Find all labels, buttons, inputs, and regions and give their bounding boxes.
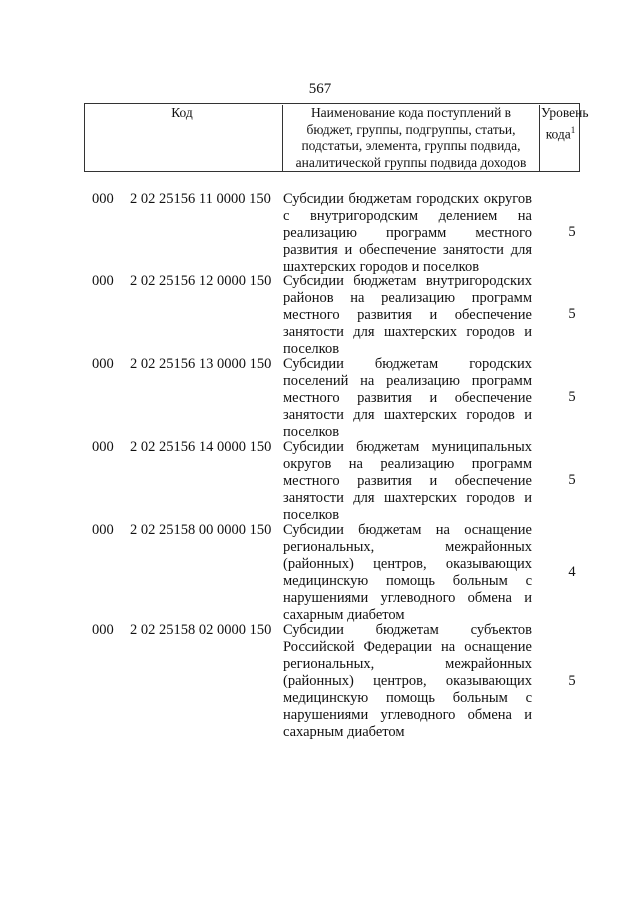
income-name-line: медицинскую помощь больным с — [283, 690, 532, 706]
code-level: 4 — [568, 564, 576, 580]
code-level: 5 — [568, 472, 576, 488]
income-name-line: шахтерских городов и поселков — [283, 259, 480, 275]
admin-code: 000 — [92, 191, 114, 207]
income-name-line: (районных) центров, оказывающих — [283, 556, 532, 572]
income-name-line: с внутригородским делением на — [283, 208, 532, 224]
income-name-line: местного развития и обеспечение — [283, 473, 532, 489]
income-name-line: Субсидии бюджетам внутригородских — [283, 273, 532, 289]
code-level: 5 — [568, 306, 576, 322]
income-name-line: округов на реализацию программ — [283, 456, 532, 472]
header-level-line — [541, 122, 580, 143]
income-name-line: сахарным диабетом — [283, 607, 405, 623]
income-name-line: поселков — [283, 507, 340, 523]
page-number: 567 — [308, 81, 332, 97]
income-name-line: Субсидии бюджетам на оснащение — [283, 522, 532, 538]
income-name-line: занятости для шахтерских городов и — [283, 407, 532, 423]
income-name — [283, 191, 532, 276]
header-level-footnote: 1 — [570, 124, 576, 135]
header-level — [541, 105, 589, 143]
income-name — [283, 622, 532, 741]
table-header — [84, 103, 589, 172]
income-code: 2 02 25156 11 0000 150 — [130, 191, 271, 207]
header-code: Код — [171, 105, 193, 120]
income-name-line: Субсидии бюджетам городских — [283, 356, 532, 372]
income-name — [283, 439, 532, 524]
header-level-line: Уровень — [541, 105, 589, 120]
header-name-line: бюджет, группы, подгруппы, статьи, — [306, 121, 516, 137]
income-code: 2 02 25158 00 0000 150 — [130, 522, 272, 538]
admin-code: 000 — [92, 273, 114, 289]
income-name-line: Субсидии бюджетам муниципальных — [283, 439, 532, 455]
admin-code: 000 — [92, 622, 114, 638]
admin-code: 000 — [92, 439, 114, 455]
income-name-line: Субсидии бюджетам городских округов — [283, 191, 532, 207]
code-level: 5 — [568, 224, 576, 240]
income-name — [283, 522, 532, 624]
income-name-line: поселков — [283, 424, 340, 440]
income-name-line: местного развития и обеспечение — [283, 390, 532, 406]
income-name — [283, 273, 532, 358]
income-name-line: развития и обеспечение занятости для — [283, 242, 532, 258]
header-name-line: Наименование кода поступлений в — [310, 105, 512, 120]
income-name-line: реализацию программ местного — [283, 225, 532, 241]
header-level-word: кода — [545, 126, 571, 141]
income-name-line: сахарным диабетом — [283, 724, 405, 740]
income-name-line: Российской Федерации на оснащение — [283, 639, 532, 655]
income-name-line: Субсидии бюджетам субъектов — [283, 622, 532, 638]
income-code: 2 02 25156 13 0000 150 — [130, 356, 272, 372]
code-level: 5 — [568, 673, 576, 689]
income-code: 2 02 25156 12 0000 150 — [130, 273, 272, 289]
income-name-line: занятости для шахтерских городов и — [283, 324, 532, 340]
header-name-line: аналитической группы подвида доходов — [295, 154, 527, 170]
income-name-line: нарушениями углеводного обмена и — [283, 707, 532, 723]
admin-code: 000 — [92, 522, 114, 538]
income-name-line: региональных, межрайонных — [283, 656, 532, 672]
header-name — [282, 105, 540, 172]
code-level: 5 — [568, 389, 576, 405]
income-code: 2 02 25156 14 0000 150 — [130, 439, 272, 455]
admin-code: 000 — [92, 356, 114, 372]
income-name — [283, 356, 532, 441]
income-name-line: занятости для шахтерских городов и — [283, 490, 532, 506]
income-name-line: местного развития и обеспечение — [283, 307, 532, 323]
income-name-line: районов на реализацию программ — [283, 290, 532, 306]
income-name-line: (районных) центров, оказывающих — [283, 673, 532, 689]
income-code: 2 02 25158 02 0000 150 — [130, 622, 272, 638]
income-name-line: поселков — [283, 341, 340, 357]
income-name-line: поселений на реализацию программ — [283, 373, 532, 389]
header-name-line: подстатьи, элемента, группы подвида, — [301, 138, 521, 153]
income-name-line: региональных, межрайонных — [283, 539, 532, 555]
income-name-line: медицинскую помощь больным с — [283, 573, 532, 589]
income-name-line: нарушениями углеводного обмена и — [283, 590, 532, 606]
